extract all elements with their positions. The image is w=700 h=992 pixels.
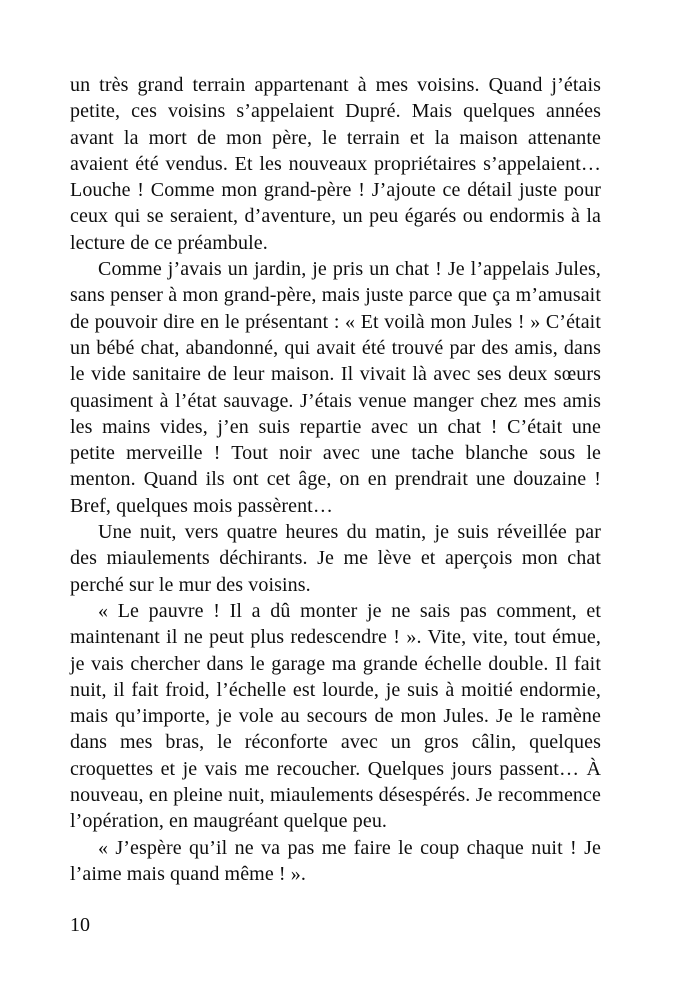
page-text <box>70 72 601 887</box>
paragraph: « Le pauvre ! Il a dû monter je ne sais pas comment, et maintenant il ne peut plus redescendre ! ». Vite, vite, tout émue, je vais chercher dans le garage ma grande échelle double. Il fait nuit, il fait froid, l’échelle est lourde, je suis à moitié endormie, mais qu’importe, je vole au secours de mon Jules. Je le ramène dans mes bras, le réconforte avec un gros câlin, quelques croquettes et je vais me recoucher. Quelques jours passent… À nouveau, en pleine nuit, miaulements désespérés. Je recommence l’opération, en maugréant quelque peu. <box>70 599 601 833</box>
paragraph: un très grand terrain appartenant à mes voisins. Quand j’étais petite, ces voisins s’appelaient Dupré. Mais quelques années avant la mort de mon père, le terrain et la maison attenante avaient été vendus. Et les nouveaux propriétaires s’appelaient… Louche ! Comme mon grand-père ! J’ajoute ce détail juste pour ceux qui se seraient, d’aventure, un peu égarés ou endormis à la lecture de ce préambule. <box>70 74 601 254</box>
paragraph: Une nuit, vers quatre heures du matin, je suis réveillée par des miaulements déchirants. Je me lève et aperçois mon chat perché sur le mur des voisins. <box>70 521 601 596</box>
paragraph: Comme j’avais un jardin, je pris un chat ! Je l’appelais Jules, sans penser à mon grand-père, mais juste parce que ça m’amusait de pouvoir dire en le présentant : « Et voilà mon Jules ! » C’était un bébé chat, abandonné, qui avait été trouvé par des amis, dans le vide sanitaire de leur maison. Il vivait là avec ses deux sœurs quasiment à l’état sauvage. J’étais venue manger chez mes amis les mains vides, j’en suis repartie avec un chat ! C’était une petite merveille ! Tout noir avec une tache blanche sous le menton. Quand ils ont cet âge, on en prendrait une douzaine ! Bref, quelques mois passèrent… <box>70 258 601 517</box>
paragraph: « J’espère qu’il ne va pas me faire le coup chaque nuit ! Je l’aime mais quand même ! ». <box>70 836 601 885</box>
page-number: 10 <box>70 914 90 936</box>
